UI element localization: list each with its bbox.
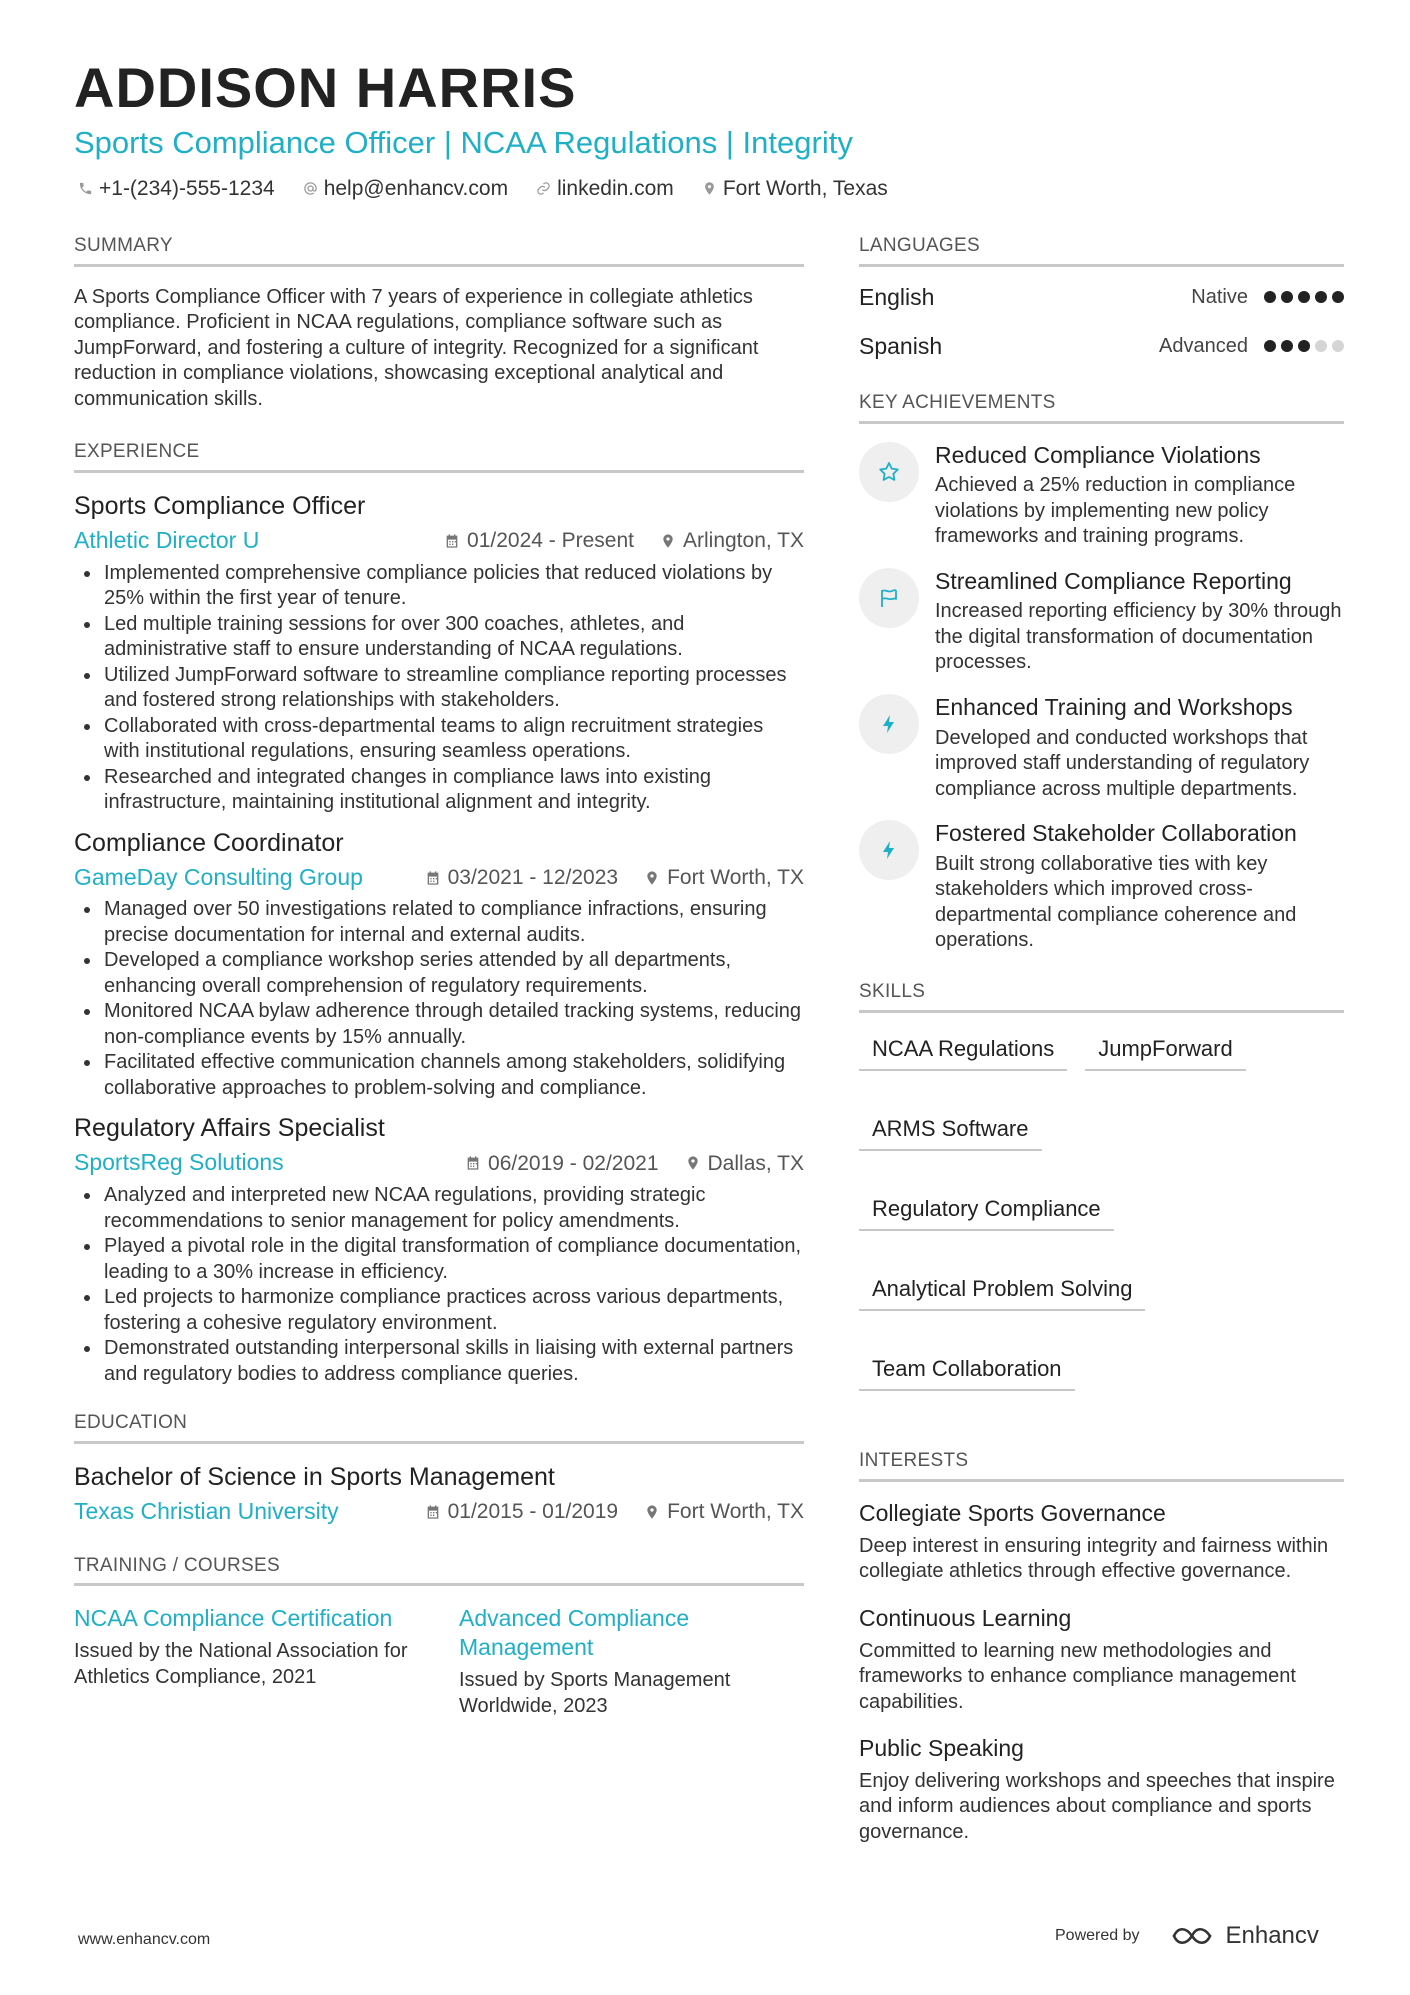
skill-tag: Team Collaboration bbox=[859, 1353, 1075, 1391]
course-item bbox=[74, 1604, 419, 1719]
degree: Bachelor of Science in Sports Management bbox=[74, 1462, 555, 1491]
education-heading: EDUCATION bbox=[74, 1413, 804, 1444]
job-bullets bbox=[74, 897, 804, 1101]
job-location-text: Fort Worth, TX bbox=[667, 866, 804, 890]
job-dates-text: 01/2024 - Present bbox=[467, 529, 634, 553]
achievement-title: Streamlined Compliance Reporting bbox=[935, 567, 1292, 594]
achievement-title: Enhanced Training and Workshops bbox=[935, 693, 1293, 720]
job-title: Compliance Coordinator bbox=[74, 828, 344, 857]
interest-item bbox=[859, 1605, 1344, 1715]
map-pin-icon bbox=[702, 181, 717, 196]
achievement-description: Increased reporting efficiency by 30% through the digital transformation of documentation processes. bbox=[935, 600, 1342, 674]
achievement-body bbox=[935, 694, 1344, 802]
job-dates bbox=[444, 528, 634, 553]
achievements-section bbox=[859, 393, 1344, 954]
calendar-icon bbox=[444, 533, 460, 549]
job-meta bbox=[74, 527, 804, 555]
languages-heading: LANGUAGES bbox=[859, 236, 1344, 267]
summary-text: A Sports Compliance Officer with 7 years of experience in collegiate athletics compliance. Proficient in NCAA regulations, compliance software such as JumpForward, and fostering a culture of integrity. Recognized for a significant reduction in compliance violations, showcasing exceptional analytical and communication skills. bbox=[74, 285, 759, 410]
job-dates bbox=[425, 865, 618, 890]
job-bullet: • Analyzed and interpreted new NCAA regulations, providing strategic recommendations to senior management for policy amendments. bbox=[102, 1183, 804, 1234]
contact-linkedin[interactable] bbox=[536, 178, 674, 199]
job-entry bbox=[74, 1113, 804, 1387]
achievement-icon-badge bbox=[859, 442, 919, 502]
job-bullets bbox=[74, 561, 804, 816]
language-item bbox=[859, 273, 1344, 322]
skill-tag: Regulatory Compliance bbox=[859, 1193, 1114, 1231]
achievement-body bbox=[935, 442, 1344, 550]
education-location bbox=[644, 1499, 804, 1524]
job-entry bbox=[74, 828, 804, 1102]
footer-website[interactable]: www.enhancv.com bbox=[78, 1931, 211, 1948]
summary-heading: SUMMARY bbox=[74, 236, 804, 267]
achievement-description: Developed and conducted workshops that improved staff understanding of regulatory compliance across multiple departments. bbox=[935, 726, 1310, 800]
job-meta bbox=[74, 1149, 804, 1177]
flag-icon bbox=[877, 586, 901, 610]
job-location-text: Arlington, TX bbox=[682, 529, 804, 553]
education-section bbox=[74, 1413, 804, 1525]
rating-dot bbox=[1281, 291, 1293, 303]
job-entry bbox=[74, 491, 804, 816]
calendar-icon bbox=[425, 1504, 441, 1520]
job-bullet: • Researched and integrated changes in compliance laws into existing infrastructure, maintaining institutional alignment and integrity. bbox=[102, 765, 804, 816]
experience-section bbox=[74, 442, 804, 1387]
job-location bbox=[644, 865, 804, 890]
linkedin-text: linkedin.com bbox=[557, 177, 674, 200]
contact-bar bbox=[78, 178, 888, 199]
language-name: English bbox=[859, 283, 935, 310]
at-icon bbox=[303, 181, 318, 196]
job-dates-text: 06/2019 - 02/2021 bbox=[488, 1151, 659, 1175]
job-meta-right bbox=[425, 865, 804, 890]
job-meta-right bbox=[465, 1151, 804, 1176]
headline: Sports Compliance Officer | NCAA Regulations | Integrity bbox=[74, 125, 853, 160]
job-dates bbox=[465, 1151, 658, 1176]
rating-dot bbox=[1264, 291, 1276, 303]
map-pin-icon bbox=[660, 533, 676, 549]
location-text: Fort Worth, Texas bbox=[722, 177, 888, 200]
job-title: Regulatory Affairs Specialist bbox=[74, 1114, 385, 1143]
achievement-title: Reduced Compliance Violations bbox=[935, 441, 1261, 468]
language-item bbox=[859, 322, 1344, 371]
job-bullet: • Monitored NCAA bylaw adherence through detailed tracking systems, reducing non-compliance events by 15% annually. bbox=[102, 999, 804, 1050]
interest-list bbox=[859, 1500, 1344, 1845]
course-description: Issued by Sports Management Worldwide, 2023 bbox=[459, 1669, 731, 1717]
education-meta bbox=[74, 1498, 804, 1526]
calendar-icon bbox=[425, 870, 441, 886]
company-name: SportsReg Solutions bbox=[74, 1149, 284, 1176]
brand-logo[interactable] bbox=[1168, 1922, 1319, 1950]
job-meta bbox=[74, 864, 804, 892]
achievement-item bbox=[859, 820, 1344, 954]
interest-description: Deep interest in ensuring integrity and fairness within collegiate athletics through effective governance. bbox=[859, 1534, 1329, 1583]
job-bullet: • Collaborated with cross-departmental teams to align recruitment strategies with institutional regulations, ensuring seamless operations. bbox=[102, 714, 804, 765]
job-location bbox=[660, 528, 804, 553]
course-list bbox=[74, 1604, 804, 1719]
rating-dot bbox=[1332, 340, 1344, 352]
job-bullet: • Demonstrated outstanding interpersonal skills in liaising with external partners and regulatory bodies to address compliance queries. bbox=[102, 1336, 804, 1387]
achievement-icon-badge bbox=[859, 694, 919, 754]
left-column bbox=[74, 236, 804, 1749]
company-name: Athletic Director U bbox=[74, 527, 260, 554]
contact-location bbox=[702, 178, 888, 199]
skills-heading: SKILLS bbox=[859, 982, 1344, 1013]
contact-email[interactable] bbox=[303, 178, 508, 199]
lightning-icon bbox=[877, 712, 901, 736]
achievement-item bbox=[859, 568, 1344, 676]
achievements-heading: KEY ACHIEVEMENTS bbox=[859, 393, 1344, 424]
job-bullet: • Played a pivotal role in the digital transformation of compliance documentation, leading to a 30% increase in efficiency. bbox=[102, 1234, 804, 1285]
enhancv-logo-icon bbox=[1168, 1923, 1216, 1949]
language-name: Spanish bbox=[859, 332, 943, 359]
company-name: GameDay Consulting Group bbox=[74, 863, 363, 890]
footer-branding bbox=[1055, 1922, 1319, 1950]
skill-tag: JumpForward bbox=[1085, 1033, 1245, 1071]
skill-tag: Analytical Problem Solving bbox=[859, 1273, 1145, 1311]
school-name: Texas Christian University bbox=[74, 1497, 339, 1524]
rating-dot bbox=[1332, 291, 1344, 303]
candidate-name: ADDISON HARRIS bbox=[74, 56, 577, 119]
achievement-description: Achieved a 25% reduction in compliance violations by implementing new policy frameworks and training programs. bbox=[935, 474, 1296, 548]
interest-description: Enjoy delivering workshops and speeches that inspire and inform audiences about compliance and sports governance. bbox=[859, 1769, 1335, 1843]
job-bullet: • Implemented comprehensive compliance policies that reduced violations by 25% within the first year of tenure. bbox=[102, 561, 804, 612]
rating-dot bbox=[1281, 340, 1293, 352]
job-bullet: • Led multiple training sessions for over 300 coaches, athletes, and administrative staff to ensure understanding of NCAA regulations. bbox=[102, 612, 804, 663]
phone-text: +1-(234)-555-1234 bbox=[99, 177, 275, 200]
lightning-icon bbox=[877, 838, 901, 862]
achievement-list bbox=[859, 442, 1344, 954]
achievement-item bbox=[859, 694, 1344, 802]
interests-heading: INTERESTS bbox=[859, 1451, 1344, 1482]
experience-heading: EXPERIENCE bbox=[74, 442, 804, 473]
job-bullet: • Developed a compliance workshop series attended by all departments, enhancing overall comprehension of regulatory requirements. bbox=[102, 948, 804, 999]
job-location bbox=[685, 1151, 804, 1176]
training-section bbox=[74, 1556, 804, 1720]
languages-section bbox=[859, 236, 1344, 371]
skill-tag: NCAA Regulations bbox=[859, 1033, 1067, 1071]
rating-dot bbox=[1264, 340, 1276, 352]
skill-list bbox=[859, 1033, 1344, 1392]
powered-by-text: Powered by bbox=[1055, 1927, 1140, 1944]
achievement-body bbox=[935, 568, 1344, 676]
achievement-body bbox=[935, 820, 1344, 954]
job-bullet: • Utilized JumpForward software to streamline compliance reporting processes and fostered strong relationships with stakeholders. bbox=[102, 663, 804, 714]
achievement-item bbox=[859, 442, 1344, 550]
right-column bbox=[859, 236, 1344, 1875]
interest-description: Committed to learning new methodologies and frameworks to enhance compliance management capabilities. bbox=[859, 1639, 1296, 1713]
job-title: Sports Compliance Officer bbox=[74, 492, 366, 521]
job-bullet: • Managed over 50 investigations related to compliance infractions, ensuring precise documentation for internal and external audits. bbox=[102, 897, 804, 948]
education-dates bbox=[425, 1499, 618, 1524]
brand-name: Enhancv bbox=[1225, 1922, 1319, 1949]
course-title: NCAA Compliance Certification bbox=[74, 1605, 393, 1632]
interest-title: Collegiate Sports Governance bbox=[859, 1500, 1166, 1527]
rating-dot bbox=[1298, 291, 1310, 303]
skills-section bbox=[859, 982, 1344, 1392]
interest-title: Continuous Learning bbox=[859, 1604, 1072, 1631]
language-level: Advanced bbox=[1159, 334, 1248, 357]
summary-section bbox=[74, 236, 804, 412]
course-title: Advanced Compliance Management bbox=[459, 1605, 690, 1661]
achievement-icon-badge bbox=[859, 568, 919, 628]
contact-phone[interactable] bbox=[78, 178, 275, 199]
education-dates-text: 01/2015 - 01/2019 bbox=[447, 1500, 619, 1524]
training-heading: TRAINING / COURSES bbox=[74, 1556, 804, 1587]
achievement-title: Fostered Stakeholder Collaboration bbox=[935, 820, 1297, 847]
map-pin-icon bbox=[685, 1155, 701, 1171]
education-location-text: Fort Worth, TX bbox=[667, 1500, 804, 1524]
job-location-text: Dallas, TX bbox=[707, 1151, 804, 1175]
phone-icon bbox=[78, 181, 93, 196]
job-list bbox=[74, 491, 804, 1387]
education-meta-right bbox=[425, 1499, 804, 1524]
course-item bbox=[459, 1604, 804, 1719]
job-bullet: • Led projects to harmonize compliance practices across various departments, fostering a cohesive regulatory environment. bbox=[102, 1285, 804, 1336]
achievement-icon-badge bbox=[859, 820, 919, 880]
language-rating bbox=[1264, 291, 1344, 303]
language-list bbox=[859, 273, 1344, 371]
star-icon bbox=[877, 460, 901, 484]
language-level: Native bbox=[1191, 285, 1248, 308]
job-dates-text: 03/2021 - 12/2023 bbox=[447, 866, 619, 890]
link-icon bbox=[536, 181, 551, 196]
rating-dot bbox=[1315, 340, 1327, 352]
interests-section bbox=[859, 1451, 1344, 1845]
email-text: help@enhancv.com bbox=[323, 177, 509, 200]
achievement-description: Built strong collaborative ties with key stakeholders which improved cross-departmental compliance coherence and operations. bbox=[935, 852, 1297, 952]
rating-dot bbox=[1298, 340, 1310, 352]
job-meta-right bbox=[444, 528, 804, 553]
job-bullet: • Facilitated effective communication channels among stakeholders, solidifying collaborative approaches to problem-solving and compliance. bbox=[102, 1050, 804, 1101]
language-rating bbox=[1264, 340, 1344, 352]
rating-dot bbox=[1315, 291, 1327, 303]
calendar-icon bbox=[465, 1155, 481, 1171]
skill-tag: ARMS Software bbox=[859, 1113, 1042, 1151]
interest-title: Public Speaking bbox=[859, 1735, 1024, 1762]
map-pin-icon bbox=[644, 870, 660, 886]
interest-item bbox=[859, 1500, 1344, 1585]
course-description: Issued by the National Association for Athletics Compliance, 2021 bbox=[74, 1640, 408, 1688]
map-pin-icon bbox=[644, 1504, 660, 1520]
job-bullets bbox=[74, 1183, 804, 1387]
interest-item bbox=[859, 1735, 1344, 1845]
